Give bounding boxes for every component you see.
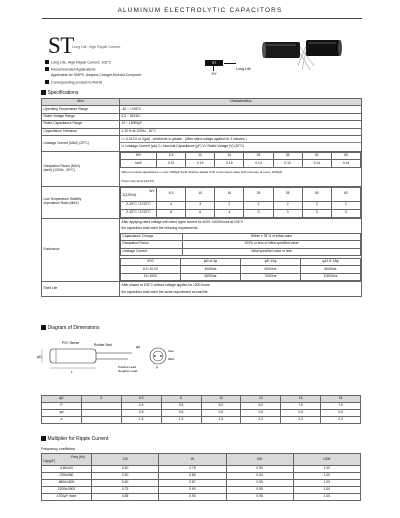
leakage-value <box>120 135 362 151</box>
table-row <box>121 273 361 280</box>
endurance-line2: the capacitors shall meet the following requirements. <box>121 226 199 231</box>
endurance-row <box>42 218 362 281</box>
ratio-cell: 3 <box>186 201 215 209</box>
spec-item: Endurance <box>42 218 120 281</box>
spec-item <box>42 186 120 218</box>
features-line <box>45 60 111 65</box>
ripple-value-cell: 0.90 <box>159 487 226 494</box>
wv-label: WV <box>149 189 155 194</box>
ripple-value-cell: 1.00 <box>293 473 360 480</box>
ripple-value-cell: 0.75 <box>159 466 226 473</box>
rubber-label: Rubber Seal <box>94 343 112 347</box>
dim-header-cell: φD <box>42 396 82 403</box>
flow-derived-series: SY <box>211 71 217 76</box>
table-row <box>42 403 361 410</box>
ripple-freq-header: 1K <box>159 454 226 466</box>
ripple-heading-text: Multiplier for Ripple Current <box>47 435 109 442</box>
life-cell: 6000hrs <box>241 266 301 273</box>
ripple-value-cell: 0.95 <box>159 494 226 501</box>
tan-cell: 0.14 <box>244 160 273 167</box>
table-row <box>42 410 361 417</box>
table-row <box>121 248 361 255</box>
wv-cell: 63 <box>331 187 360 201</box>
tan-cell: 0.22 <box>157 160 186 167</box>
dim-cell <box>81 410 121 417</box>
spec-item: Rated Voltage Range <box>42 113 120 120</box>
recommended-text: Recommended Applications <box>51 67 96 72</box>
wv-cell: 16 <box>215 187 244 201</box>
dim-header-cell: 16 <box>281 396 321 403</box>
low-temp-grid <box>120 187 361 218</box>
dimensions-table <box>41 395 361 424</box>
ripple-value-cell: 0.75 <box>92 487 159 494</box>
ripple-cap-cell: 2200to3900 <box>42 487 92 494</box>
dim-cell: 1.5 <box>121 417 161 424</box>
ripple-freq-header: 10K <box>226 454 293 466</box>
l-label: L <box>71 370 73 374</box>
criteria-name: Capacitance Change <box>121 233 183 240</box>
spec-value: -40 ~ +105°C <box>120 106 362 113</box>
life-header: φD=6.3φ <box>181 258 241 265</box>
capacitor-photo-image <box>258 36 344 78</box>
wv-label: WV <box>121 152 157 159</box>
wv-cell: 35 <box>273 187 302 201</box>
spec-value: 6.3 ~ 63VDC <box>120 113 362 120</box>
tan-label: tanδ <box>121 160 157 167</box>
criteria-name: Leakage Current <box>121 248 183 255</box>
endurance-life-table <box>120 258 361 281</box>
ripple-value-cell: 0.94 <box>226 473 293 480</box>
spec-col-characteristics: Characteristics <box>120 99 362 106</box>
table-row <box>42 121 362 128</box>
dim-cell: 0.6 <box>201 410 241 417</box>
corner-cap-label: Cap(μF) <box>43 458 56 463</box>
ratio-label: Z-40°C / Z+20°C <box>121 209 157 217</box>
table-row <box>121 258 361 265</box>
table-row <box>42 113 362 120</box>
capacitor-top-view <box>150 348 166 364</box>
recommended-line <box>45 67 96 72</box>
freq-label: Z(120Hz) <box>122 193 137 198</box>
dim-cell: 2.5 <box>121 403 161 410</box>
spec-item: Shelf Life <box>42 282 120 297</box>
rohs-line <box>45 80 102 85</box>
p-label: P <box>156 366 159 370</box>
d-label: φD <box>37 355 42 359</box>
ripple-value-cell: 0.95 <box>226 480 293 487</box>
low-temp-label-2: Impedance Ratio (MAX) <box>43 201 79 206</box>
dim-header-row <box>42 396 361 403</box>
ratio-cell: 4 <box>215 209 244 217</box>
dim-header-cell: 10 <box>201 396 241 403</box>
table-row <box>42 480 361 487</box>
ripple-table <box>41 453 361 501</box>
dim-header-cell: 13 <box>241 396 281 403</box>
table-row <box>42 128 362 135</box>
bullet-square-icon <box>45 60 49 64</box>
dim-cell: 2.0 <box>241 417 281 424</box>
wv-cell: 35 <box>273 152 302 159</box>
dissipation-value <box>120 151 362 186</box>
shelf-life-value <box>120 282 362 297</box>
tan-cell: 0.16 <box>215 160 244 167</box>
ratio-cell: 2 <box>273 201 302 209</box>
endurance-value <box>120 218 362 281</box>
table-row <box>121 152 361 159</box>
features-text: Long Life, High Ripple Current, 105°C <box>51 60 112 65</box>
life-cell: 7000hrs <box>241 273 301 280</box>
dim-cell: 1.5 <box>161 417 201 424</box>
ratio-cell: 2 <box>302 201 331 209</box>
wv-freq-corner <box>121 187 157 201</box>
dim-header-cell: 6.3 <box>121 396 161 403</box>
life-header: φ8~10φ <box>241 258 301 265</box>
ratio-cell: 2 <box>244 201 273 209</box>
endurance-line1: After applying rated voltage with rated ripple current for 4000~10000hours at 105°C <box>121 219 244 224</box>
criteria-value: initial specified value or less <box>183 248 361 255</box>
table-row <box>121 209 361 217</box>
dim-cell: 2.0 <box>281 417 321 424</box>
ripple-corner-cell <box>42 454 92 466</box>
life-cell: 8000hrs <box>301 266 361 273</box>
series-subtitle: Long Life, High Ripple Current <box>72 45 121 49</box>
ripple-value-cell: 1.00 <box>293 480 360 487</box>
frequency-coefficient-label: Frequency coefficient <box>41 447 76 451</box>
title-rule <box>42 18 362 19</box>
dim-cell: P <box>42 403 82 410</box>
ripple-value-cell: 1.00 <box>293 494 360 501</box>
table-row <box>121 160 361 167</box>
ratio-cell: 3 <box>331 209 360 217</box>
dissipation-label-2: (tanδ) (120Hz , 20°C) <box>43 167 75 172</box>
table-row <box>42 466 361 473</box>
wv-cell: 16 <box>215 152 244 159</box>
dim-cell: 7.5 <box>281 403 321 410</box>
bullet-square-icon <box>45 80 49 84</box>
specifications-table <box>41 98 362 297</box>
ratio-cell: 6 <box>186 209 215 217</box>
table-row <box>42 494 361 501</box>
ripple-value-cell: 0.85 <box>92 494 159 501</box>
ripple-value-cell: 1.00 <box>293 466 360 473</box>
spec-item: Leakage Current (MAX) (20°C) <box>42 135 120 151</box>
bullet-square-icon <box>45 67 49 71</box>
table-row <box>121 266 361 273</box>
d-lead-label: φd <box>136 345 140 349</box>
dissipation-grid <box>120 152 361 168</box>
endurance-criteria <box>120 233 361 256</box>
wv-cell: 63 <box>331 152 360 159</box>
ripple-value-cell: 0.90 <box>226 466 293 473</box>
dim-header-cell: 18 <box>321 396 361 403</box>
ripple-value-cell: 1.00 <box>293 487 360 494</box>
spec-item: Rated Capacitance Range <box>42 121 120 128</box>
ripple-value-cell: 0.40 <box>92 466 159 473</box>
dim-cell: 0.6 <box>161 410 201 417</box>
dim-cell: 0.8 <box>321 410 361 417</box>
table-row <box>121 187 361 201</box>
wv-cell: 10 <box>186 152 215 159</box>
life-header: VDC <box>121 258 181 265</box>
dimension-drawing <box>36 335 216 381</box>
series-flow-box: ST <box>205 60 223 66</box>
life-cell: 5000hrs <box>181 273 241 280</box>
ratio-cell: 3 <box>244 209 273 217</box>
table-row <box>42 473 361 480</box>
dim-cell: 7.5 <box>321 403 361 410</box>
ratio-cell: 8 <box>157 209 186 217</box>
table-row <box>42 417 361 424</box>
applicable-text: Applicable for SMPS, Adaptor,Charger,Monitor,Computer <box>51 73 142 77</box>
life-cell: 16~100V <box>121 273 181 280</box>
tan-cell: 0.14 <box>331 160 360 167</box>
low-temp-label-1: Low Temperature Stability <box>43 197 82 202</box>
series-name: ST <box>48 33 74 58</box>
dim-cell: 0.8 <box>281 410 321 417</box>
dim-cell: 5.0 <box>241 403 281 410</box>
dimensions-heading-text: Diagram of Dimensions <box>47 324 100 331</box>
ratio-cell: 3 <box>273 209 302 217</box>
wv-cell: 25 <box>244 152 273 159</box>
spec-col-item: Item <box>42 99 120 106</box>
spec-value: 10 ~ 15000μF <box>120 121 362 128</box>
life-header: φ12.5~18φ <box>301 258 361 265</box>
ratio-cell: 3 <box>302 209 331 217</box>
negative-lead-label: Negative Lead <box>118 369 138 373</box>
dissipation-label-1: Dissipation Factor (MAX) <box>43 164 81 169</box>
table-row <box>42 106 362 113</box>
spec-value: ± 20 % at 120Hz , 20°C <box>120 128 362 135</box>
dissipation-note1: When nominal capacitance is over 1000μF,Tanδ shall be added 0.02 to the listed value with increase of every 1000μF. <box>121 169 283 174</box>
section-square-icon <box>41 90 46 95</box>
dim-cell: a <box>42 417 82 424</box>
flow-lead-line <box>224 63 236 64</box>
rohs-text: Corresponding product to RoHS <box>51 80 103 85</box>
positive-lead-label: Positive Lead <box>118 365 137 369</box>
ripple-cap-cell: 4700μF more <box>42 494 92 501</box>
neg-label: NEG <box>168 357 175 361</box>
table-row <box>121 201 361 209</box>
section-square-icon <box>41 436 46 441</box>
dimensions-heading <box>41 325 99 332</box>
wv-cell: 6.3 <box>157 187 186 201</box>
dim-cell <box>81 417 121 424</box>
low-temp-value <box>120 186 362 218</box>
spec-item: Capacitance Tolerance <box>42 128 120 135</box>
vent-label: Vent <box>168 349 175 353</box>
table-row <box>121 233 361 240</box>
dim-cell <box>81 403 121 410</box>
table-row <box>42 487 361 494</box>
criteria-value: 200% or less of initial specified value <box>183 241 361 248</box>
dissipation-note2: Down size tanδ add 2% <box>121 178 155 183</box>
criteria-name: Dissipation Factor <box>121 241 183 248</box>
dim-cell: 0.5 <box>121 410 161 417</box>
flow-long-life-label: Long Life <box>236 67 251 71</box>
ripple-freq-header: 100K <box>293 454 360 466</box>
spec-header-row <box>42 99 362 106</box>
leakage-row <box>42 135 362 151</box>
dim-cell: 0.6 <box>241 410 281 417</box>
ripple-cap-cell: 6.8to100 <box>42 466 92 473</box>
ratio-cell: 2 <box>331 201 360 209</box>
dissipation-row <box>42 151 362 186</box>
capacitor-right-image <box>298 40 342 70</box>
ripple-heading <box>41 436 108 443</box>
wv-cell: 25 <box>244 187 273 201</box>
shelf-line1: After placed at 105°C without voltage applied for 1000 hours. <box>121 283 211 288</box>
leakage-line2: I= Leakage Current (μA) C= Nominal Capacitance (μF) V= Rated Voltage (V) (20°C) <box>121 144 244 149</box>
specifications-heading-text: Specifications <box>47 89 79 96</box>
dim-cell: 2.0 <box>321 417 361 424</box>
ripple-value-cell: 0.87 <box>159 480 226 487</box>
spec-item: Operating Temperature Range <box>42 106 120 113</box>
dim-cell: 5.0 <box>201 403 241 410</box>
tan-cell: 0.19 <box>186 160 215 167</box>
ripple-cap-cell: 680to1800 <box>42 480 92 487</box>
life-cell: 10000hrs <box>301 273 361 280</box>
corner-freq-label: Freq (Hz) <box>71 454 85 459</box>
dim-header-cell: 5 <box>81 396 121 403</box>
ratio-label: Z-25°C / Z+20°C <box>121 201 157 209</box>
dim-cell: 3.5 <box>161 403 201 410</box>
wv-cell: 10 <box>186 187 215 201</box>
wv-cell: 6.3 <box>157 152 186 159</box>
shelf-line2: the capacitors shall meet the same requirement as load life. <box>121 290 209 295</box>
low-temp-row <box>42 186 362 218</box>
ripple-value-cell: 0.95 <box>226 487 293 494</box>
specifications-heading <box>41 90 78 97</box>
ripple-value-cell: 0.98 <box>226 494 293 501</box>
ripple-value-cell: 0.60 <box>92 480 159 487</box>
tan-cell: 0.12 <box>273 160 302 167</box>
tan-cell: 0.14 <box>302 160 331 167</box>
spec-item <box>42 151 120 186</box>
ripple-cap-cell: 220to560 <box>42 473 92 480</box>
leakage-line1: I = 0.01CV or 3(μA) , whichever is greater . (After rated voltage applied for 2 minutes ) <box>120 136 361 144</box>
shelf-life-row <box>42 282 362 297</box>
life-cell: 4000hrs <box>181 266 241 273</box>
ratio-cell: 4 <box>157 201 186 209</box>
wv-cell: 50 <box>302 187 331 201</box>
ripple-header-row <box>42 454 361 466</box>
wv-cell: 50 <box>302 152 331 159</box>
dim-cell: φd <box>42 410 82 417</box>
criteria-value: Within ± 25 % of initial value <box>183 233 361 240</box>
life-cell: 6.3~10.0V <box>121 266 181 273</box>
dim-cell: 1.5 <box>201 417 241 424</box>
ripple-value-cell: 0.85 <box>159 473 226 480</box>
section-square-icon <box>41 325 46 330</box>
dim-header-cell: 8 <box>161 396 201 403</box>
ripple-freq-header: 120 <box>92 454 159 466</box>
ripple-value-cell: 0.50 <box>92 473 159 480</box>
table-row <box>121 241 361 248</box>
document-title: ALUMINUM ELECTROLYTIC CAPACITORS <box>117 7 283 14</box>
pvc-label: PVC Sleeve <box>62 341 80 345</box>
ratio-cell: 2 <box>215 201 244 209</box>
